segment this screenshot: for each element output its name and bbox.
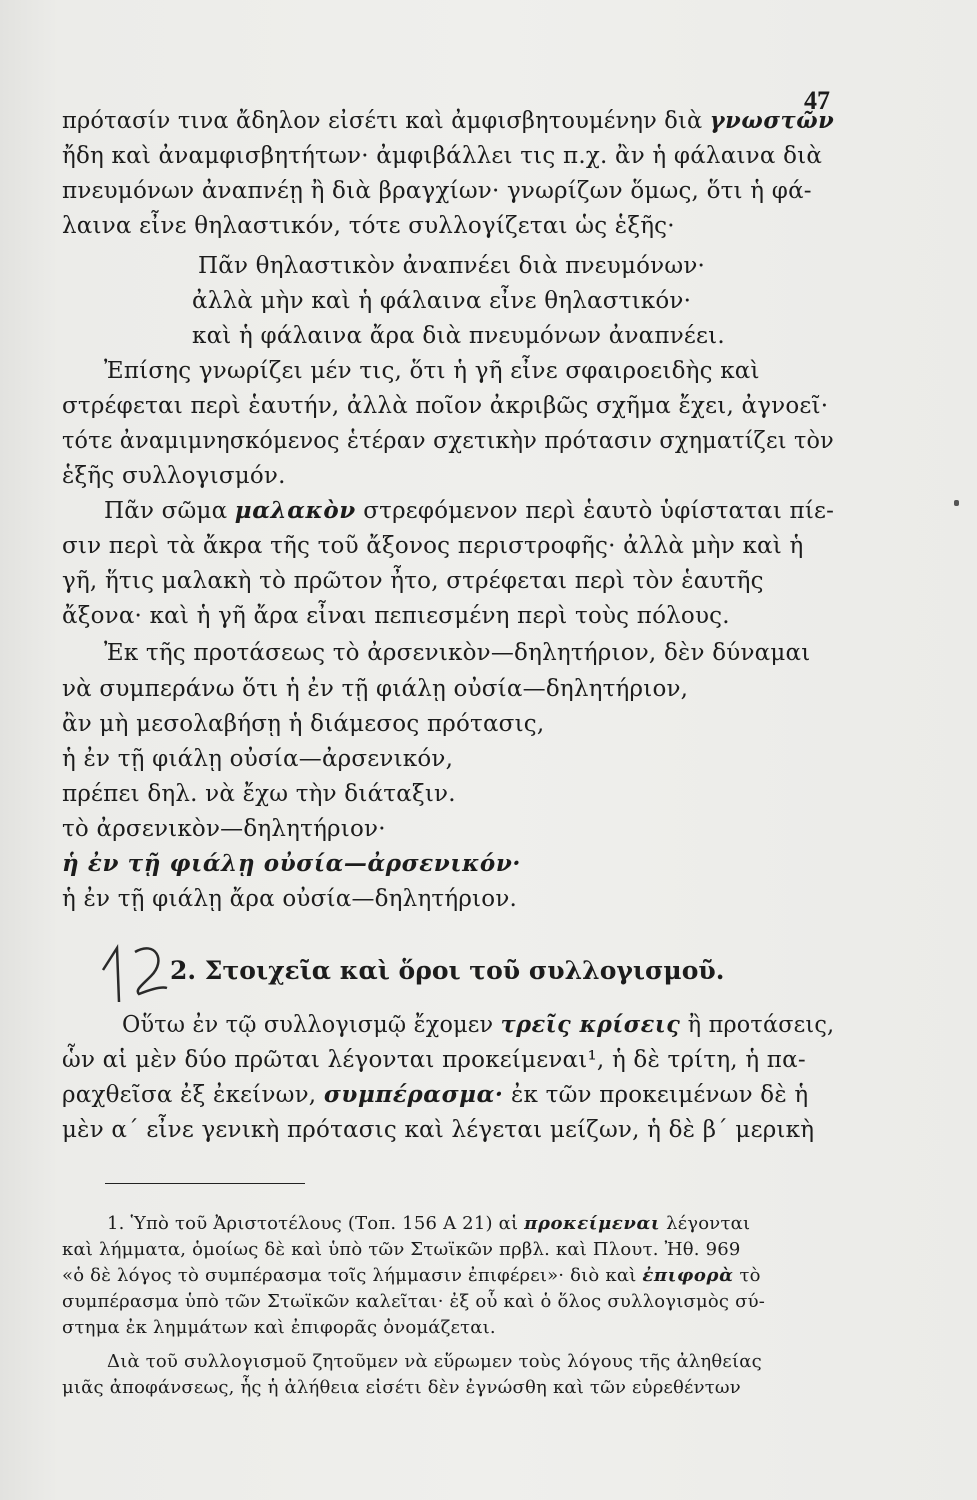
emphasized-term: γνωστῶν (709, 107, 835, 134)
text-run: ἢ προτάσεις, (680, 1012, 835, 1038)
lines-top-line (192, 286, 691, 316)
footnote-separator (105, 1183, 305, 1184)
text-run: μὲν α΄ εἶνε γενικὴ πρότασις καὶ λέγεται μείζων, ἡ δὲ β΄ μερικὴ (62, 1117, 815, 1143)
lines-top-line (62, 814, 386, 844)
text-run: συμπέρασμα ὑπὸ τῶν Στωϊκῶν καλεῖται· ἐξ οὗ καὶ ὁ ὅλος συλλογισμὸς σύ- (62, 1291, 765, 1312)
footnotes-line (62, 1376, 741, 1400)
lines-top-line (62, 211, 675, 241)
text-run: ὧν αἱ μὲν δύο πρῶται λέγονται προκείμεναι¹, ἡ δὲ τρίτη, ἡ πα- (62, 1047, 806, 1073)
section-heading: 2. Στοιχεῖα καὶ ὅροι τοῦ συλλογισμοῦ. (170, 956, 725, 985)
lines-top-line (62, 391, 828, 421)
text-run: ἄξονα· καὶ ἡ γῆ ἄρα εἶναι πεπιεσμένη περὶ τοὺς πόλους. (62, 603, 730, 629)
text-run: ἡ ἐν τῇ φιάλῃ οὐσία—ἀρσενικόν, (62, 746, 454, 772)
text-run: 1. Ὑπὸ τοῦ Ἀριστοτέλους (Τοπ. 156 A 21) αἱ (107, 1213, 525, 1234)
text-run: ἀλλὰ μὴν καὶ ἡ φάλαινα εἶνε θηλαστικόν· (192, 288, 692, 314)
text-run: πρότασίν τινα ἄδηλον εἰσέτι καὶ ἀμφισβητουμένην διὰ (62, 108, 710, 134)
text-run: ραχθεῖσα ἐξ ἐκείνων, (62, 1082, 324, 1108)
text-run: καὶ λήμματα, ὁμοίως δὲ καὶ ὑπὸ τῶν Στωϊκῶν πρβλ. καὶ Πλουτ. Ἠθ. 969 (62, 1239, 741, 1260)
lines-top-line (192, 321, 725, 351)
text-run: Ἐπίσης γνωρίζει μέν τις, ὅτι ἡ γῆ εἶνε σφαιροειδὴς καὶ (104, 358, 760, 384)
footnotes-line (62, 1264, 761, 1288)
text-run: Πᾶν σῶμα (104, 498, 235, 524)
page-number: 47 (804, 86, 830, 115)
emphasized-term: μαλακὸν (234, 497, 356, 524)
emphasized-term: προκείμεναι (524, 1213, 661, 1234)
text-run: ἂν μὴ μεσολαβήσῃ ἡ διάμεσος πρότασις, (62, 711, 545, 737)
text-run: γῆ, ἥτις μαλακὴ τὸ πρῶτον ἦτο, στρέφεται περὶ τὸν ἑαυτῆς (62, 568, 764, 594)
lines-top-line (62, 744, 453, 774)
text-run: σιν περὶ τὰ ἄκρα τῆς τοῦ ἄξονος περιστροφῆς· ἀλλὰ μὴν καὶ ἡ (62, 533, 804, 559)
footnotes-line (107, 1212, 750, 1236)
text-run: μιᾶς ἀποφάνσεως, ἧς ἡ ἀλήθεια εἰσέτι δὲν ἐγνώσθη καὶ τῶν εὑρεθέντων (62, 1377, 741, 1398)
lines-bottom-line (62, 1115, 814, 1145)
lines-top-line (104, 496, 834, 526)
text-run: λαινα εἶνε θηλαστικόν, τότε συλλογίζεται ὡς ἑξῆς· (62, 213, 675, 239)
lines-bottom-line (122, 1010, 834, 1040)
lines-top-line (62, 601, 730, 631)
text-run: πνευμόνων ἀναπνέῃ ἢ διὰ βραγχίων· γνωρίζων ὅμως, ὅτι ἡ φά- (62, 178, 812, 204)
text-run: ἐκ τῶν προκειμένων δὲ ἡ (503, 1082, 809, 1108)
lines-top-line (62, 531, 803, 561)
lines-top-line (62, 674, 688, 704)
text-run: ἤδη καὶ ἀναμφισβητήτων· ἀμφιβάλλει τις π.χ. ἂν ἡ φάλαινα διὰ (62, 143, 823, 169)
lines-top-line (104, 638, 810, 668)
footnotes-line (62, 1316, 496, 1340)
text-run: ἡ ἐν τῇ φιάλῃ ἄρα οὐσία—δηλητήριον. (62, 886, 518, 912)
lines-top-line (62, 884, 517, 914)
lines-top-line (62, 566, 764, 596)
lines-bottom-line (62, 1080, 808, 1110)
text-run: καὶ ἡ φάλαινα ἄρα διὰ πνευμόνων ἀναπνέει. (192, 323, 725, 349)
lines-top-line (62, 461, 286, 491)
emphasized-term: τρεῖς κρίσεις (500, 1011, 681, 1038)
print-speck (954, 500, 959, 506)
lines-top-line (62, 106, 834, 136)
text-run: στρέφεται περὶ ἑαυτήν, ἀλλὰ ποῖον ἀκριβῶς σχῆμα ἔχει, ἀγνοεῖ· (62, 393, 829, 419)
emphasized-term: ἡ ἐν τῇ φιάλῃ οὐσία—ἀρσενικόν· (62, 850, 522, 877)
text-run: Οὕτω ἐν τῷ συλλογισμῷ ἔχομεν (122, 1012, 501, 1038)
lines-top-line (198, 251, 705, 281)
lines-top-line (62, 141, 822, 171)
lines-bottom-line (62, 1045, 806, 1075)
text-run: «ὁ δὲ λόγος τὸ συμπέρασμα τοῖς λήμμασιν ἐπιφέρει»· διὸ καὶ (62, 1265, 643, 1286)
lines-top-line (104, 356, 760, 386)
text-run: πρέπει δηλ. νὰ ἔχω τὴν διάταξιν. (62, 781, 456, 807)
text-run: στρεφόμενον περὶ ἑαυτὸ ὑφίσταται πίε- (355, 498, 835, 524)
text-run: Πᾶν θηλαστικὸν ἀναπνέει διὰ πνευμόνων· (198, 253, 706, 279)
text-run: τὸ (733, 1265, 761, 1286)
text-run: στημα ἐκ λημμάτων καὶ ἐπιφορᾶς ὀνομάζεται. (62, 1317, 496, 1338)
lines-top-line (62, 426, 834, 456)
emphasized-term: συμπέρασμα· (323, 1081, 504, 1108)
handwritten-mark-icon (95, 930, 175, 1010)
footnotes-line (62, 1290, 765, 1314)
lines-top-line (62, 709, 544, 739)
lines-top-line (62, 779, 456, 809)
text-run: νὰ συμπεράνω ὅτι ἡ ἐν τῇ φιάλῃ οὐσία—δηλητήριον, (62, 676, 689, 702)
text-run: Διὰ τοῦ συλλογισμοῦ ζητοῦμεν νὰ εὕρωμεν τοὺς λόγους τῆς ἀληθείας (107, 1351, 762, 1372)
footnotes-line (62, 1238, 741, 1262)
text-run: τὸ ἀρσενικὸν—δηλητήριον· (62, 816, 386, 842)
lines-top-line (62, 176, 812, 206)
text-run: τότε ἀναμιμνησκόμενος ἑτέραν σχετικὴν πρότασιν σχηματίζει τὸν (62, 428, 834, 454)
lines-top-line (62, 849, 521, 879)
text-run: λέγονται (660, 1213, 751, 1234)
footnotes-line (107, 1350, 762, 1374)
text-run: ἑξῆς συλλογισμόν. (62, 463, 286, 489)
emphasized-term: ἐπιφορὰ (642, 1265, 734, 1286)
text-run: Ἐκ τῆς προτάσεως τὸ ἀρσενικὸν—δηλητήριον, δὲν δύναμαι (104, 640, 811, 666)
